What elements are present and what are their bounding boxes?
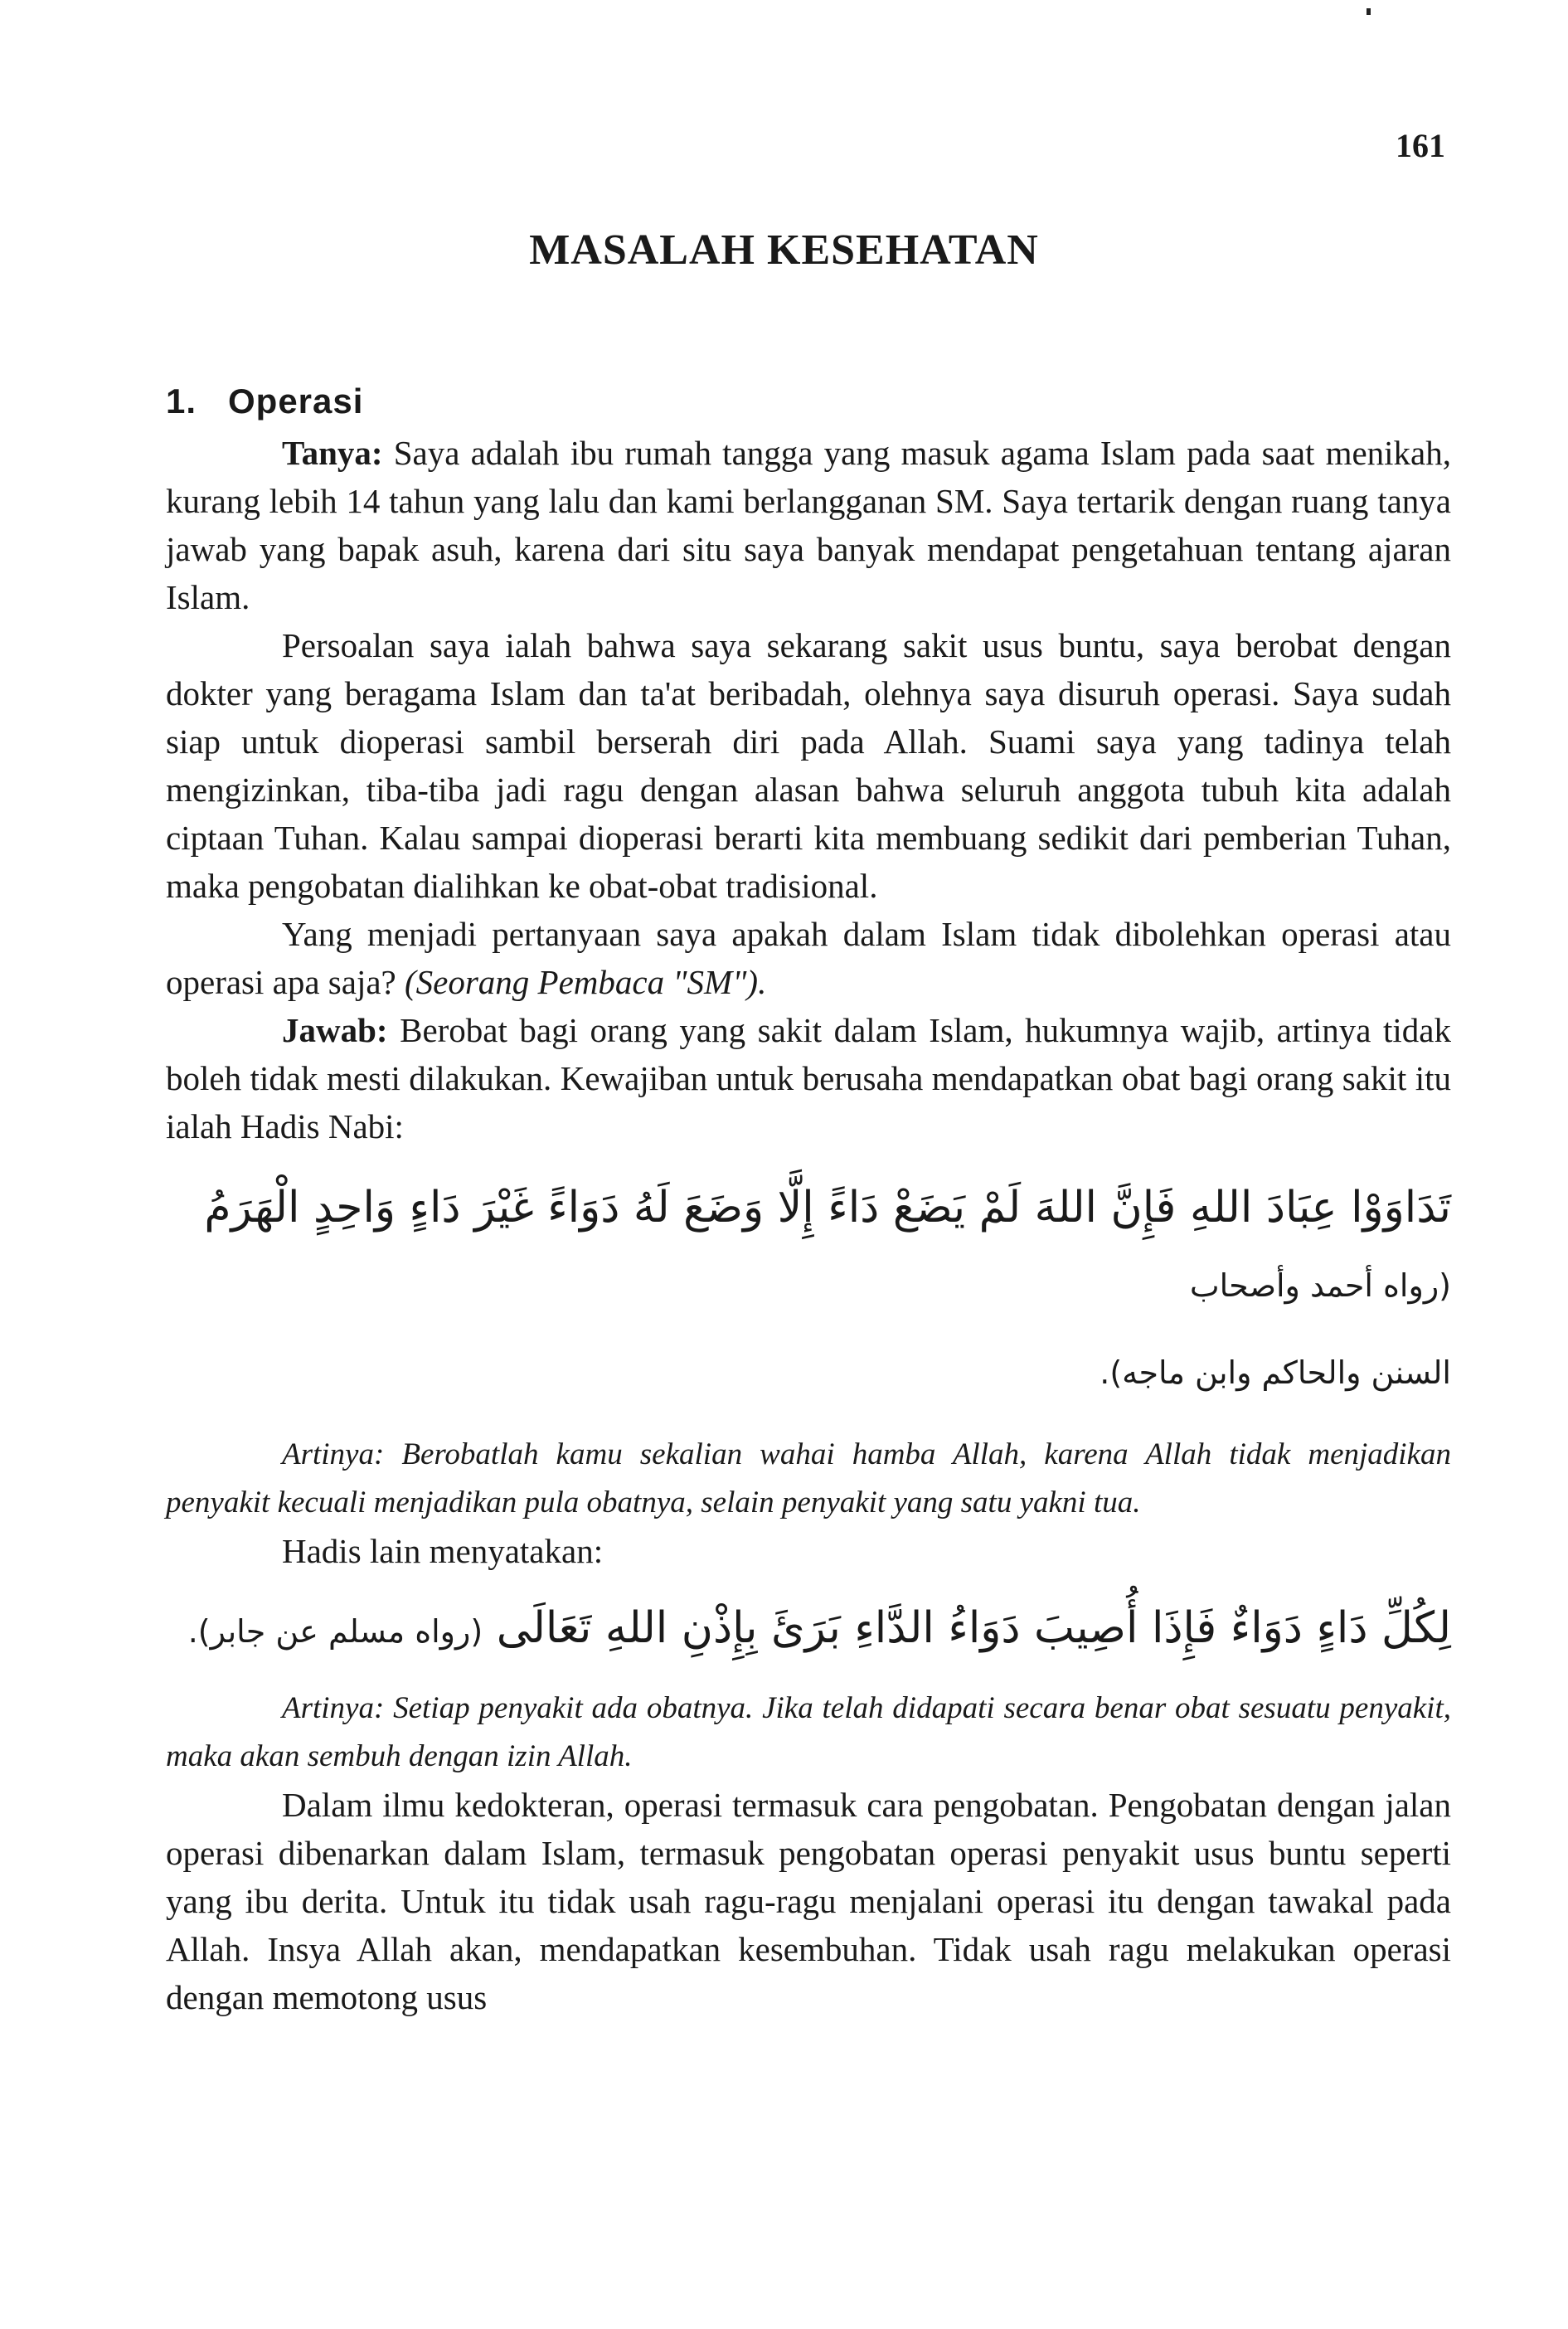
hadith-2-source: (رواه مسلم عن جابر). xyxy=(187,1613,483,1650)
section-number: 1. xyxy=(166,382,197,421)
chapter-title: MASALAH KESEHATAN xyxy=(529,226,1039,274)
hadith-2-translation: Artinya: Setiap penyakit ada obatnya. Jika telah didapati secara benar obat sesuatu penyakit, maka akan sembuh dengan izin Allah. xyxy=(166,1691,1451,1773)
question-text-1: Saya adalah ibu rumah tangga yang masuk agama Islam pada saat menikah, kurang lebih 14 tahun yang lalu dan kami berlangganan SM. Saya tertarik dengan ruang tanya jawab yang bapak asuh, karena dari situ saya banyak mendapat pengetahuan tentang ajaran Islam. xyxy=(166,434,1451,616)
question-signature: (Seorang Pembaca "SM"). xyxy=(404,963,767,1001)
hadith-2-intro: Hadis lain menyatakan: xyxy=(282,1532,604,1570)
scan-speck xyxy=(1367,8,1371,15)
answer-final-paragraph: Dalam ilmu kedokteran, operasi termasuk cara pengobatan. Pengobatan dengan jalan operasi dibenarkan dalam Islam, termasuk pengobatan operasi penyakit usus buntu seperti yang ibu derita. Untuk itu tidak usah ragu-ragu menjalani operasi itu dengan tawakal pada Allah. Insya Allah akan, mendapatkan kesembuhan. Tidak usah ragu melakukan operasi dengan memotong usus xyxy=(166,1786,1451,2016)
answer-text-1: Berobat bagi orang yang sakit dalam Islam, hukumnya wajib, artinya tidak boleh tidak mesti dilakukan. Kewajiban untuk berusaha mendapatkan obat bagi orang sakit itu ialah Hadis Nabi: xyxy=(166,1011,1451,1145)
section-title: Operasi xyxy=(228,382,364,421)
hadith-1-source-cont: السنن والحاكم وابن ماجه). xyxy=(1100,1354,1451,1391)
page-content xyxy=(166,377,1451,2021)
question-paragraph-3 xyxy=(166,910,1451,1006)
hadith-1-text: تَدَاوَوْا عِبَادَ اللهِ فَإِنَّ اللهَ لَمْ يَضَعْ دَاءً إِلَّا وَضَعَ لَهُ دَوَاءً غَيْرَ دَاءٍ وَاحِدٍ الْهَرَمُ xyxy=(204,1183,1451,1233)
hadith-2-text: لِكُلِّ دَاءٍ دَوَاءٌ فَإِذَا أُصِيبَ دَوَاءُ الدَّاءِ بَرَئَ بِإِذْنِ اللهِ تَعَالَى xyxy=(496,1603,1451,1653)
answer-label: Jawab: xyxy=(282,1011,388,1049)
hadith-2-arabic xyxy=(166,1587,1451,1673)
question-paragraph-1 xyxy=(166,429,1451,621)
hadith-1-arabic xyxy=(166,1170,1451,1323)
hadith-1-source: (رواه أحمد وأصحاب xyxy=(1189,1267,1451,1304)
question-label: Tanya: xyxy=(282,434,383,472)
question-paragraph-2: Persoalan saya ialah bahwa saya sekarang sakit usus buntu, saya berobat dengan dokter yang beragama Islam dan ta'at beribadah, olehnya saya disuruh operasi. Saya sudah siap untuk dioperasi sambil berserah diri pada Allah. Suami saya yang tadinya telah mengizinkan, tiba-tiba jadi ragu dengan alasan bahwa seluruh anggota tubuh kita adalah ciptaan Tuhan. Kalau sampai dioperasi berarti kita membuang sedikit dari pemberian Tuhan, maka pengobatan dialihkan ke obat-obat tradisional. xyxy=(166,626,1451,905)
question-text-3: Yang menjadi pertanyaan saya apakah dalam Islam tidak dibolehkan operasi atau operasi apa saja? xyxy=(166,915,1451,1001)
answer-paragraph-1 xyxy=(166,1006,1451,1150)
section-heading xyxy=(166,377,1451,425)
page-number: 161 xyxy=(1396,127,1445,164)
hadith-1-translation: Artinya: Berobatlah kamu sekalian wahai hamba Allah, karena Allah tidak menjadikan penyakit kecuali menjadikan pula obatnya, selain penyakit yang satu yakni tua. xyxy=(166,1437,1451,1519)
